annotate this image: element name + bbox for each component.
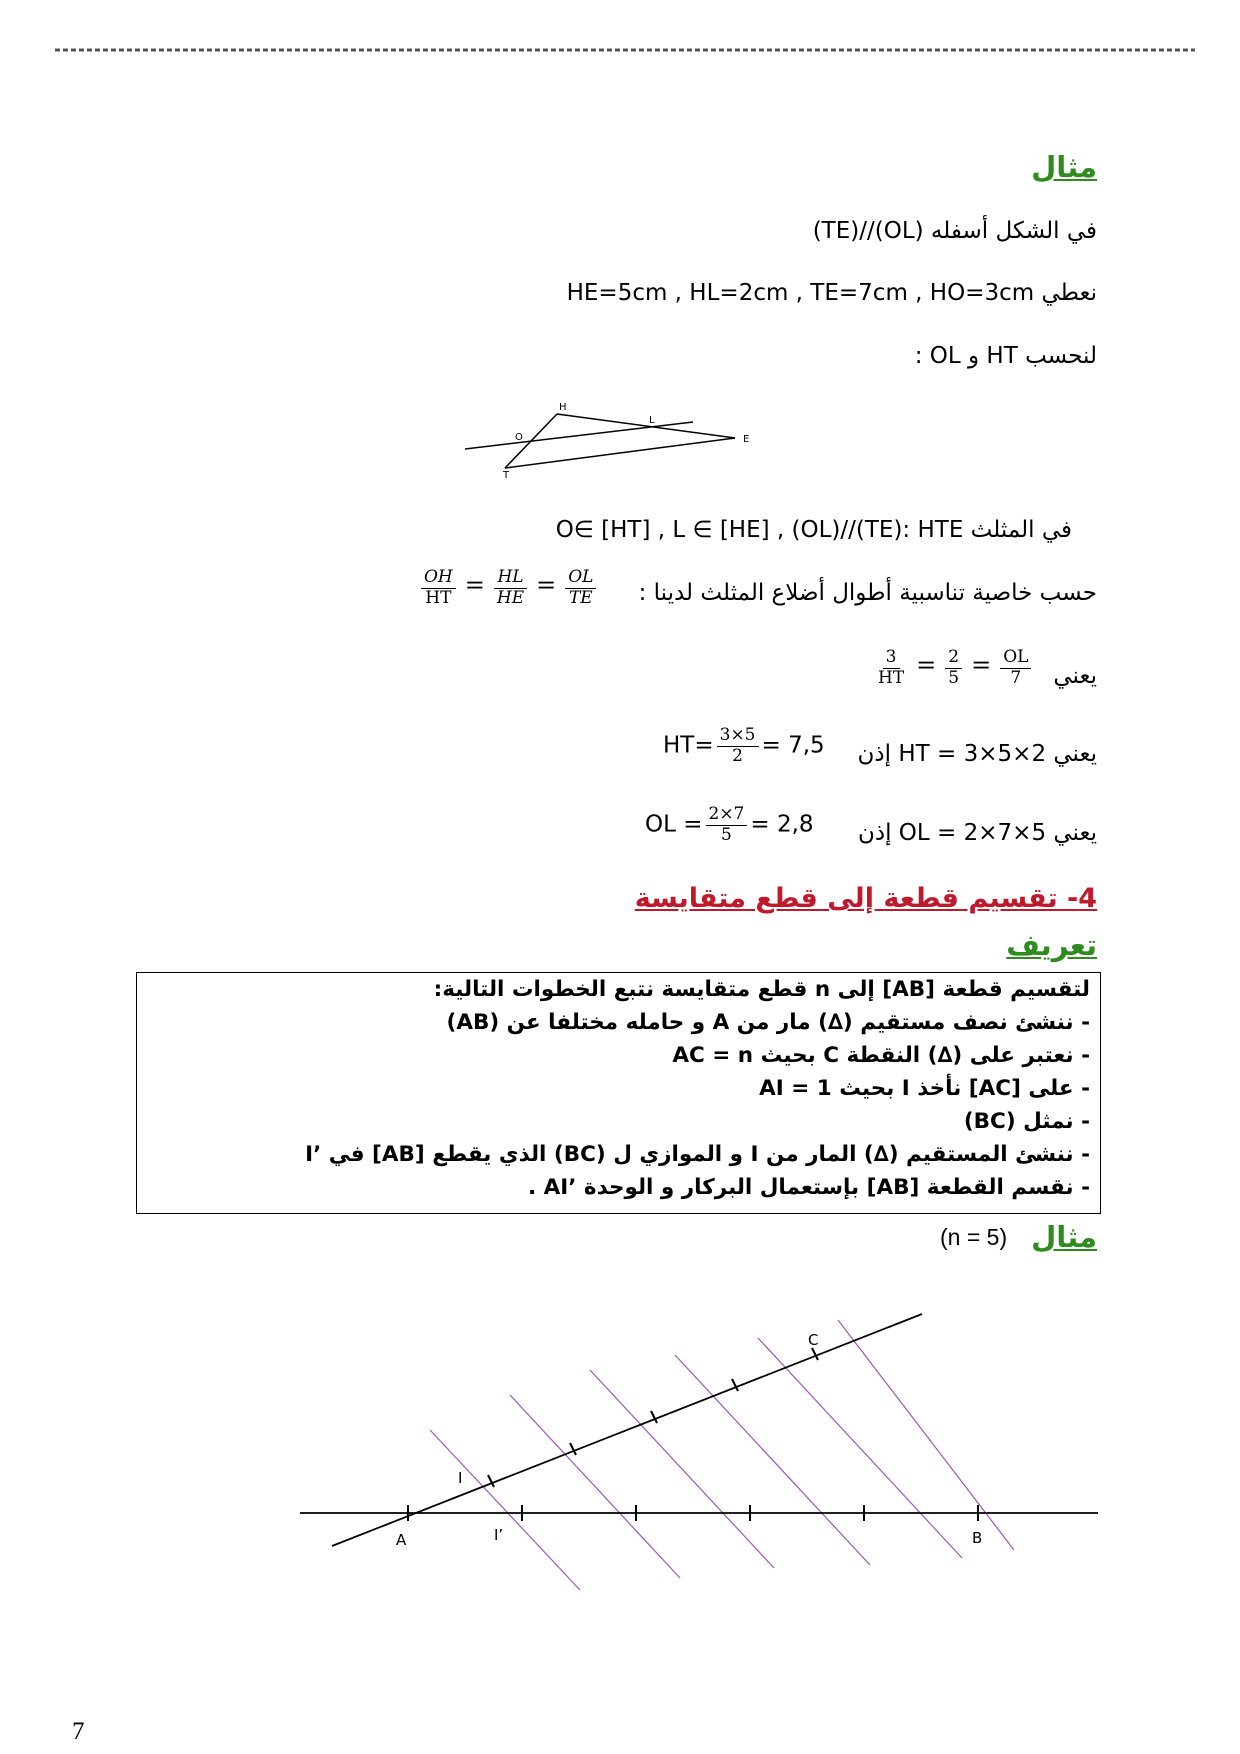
label-i: I <box>458 1469 463 1487</box>
ratio-equation: $\frac{OH}{HT}$ = $\frac{HL}{HE}$ = $\frac{OL}{TE}$ <box>418 568 599 608</box>
definition-line: - نعتبر على (∆) النقطة C بحيث AC = n <box>672 1043 1090 1068</box>
example-line-means: يعني <box>1053 663 1097 689</box>
example-heading: مثال <box>1031 150 1097 184</box>
side-ht <box>505 414 557 468</box>
example-line-hypothesis: في المثلث O∈ [HT] , L ∈ [HE] , (OL)//(TE): HTE <box>555 517 1072 543</box>
section-title: 4- تقسيم قطعة إلى قطع متقايسة <box>634 883 1097 914</box>
label-t: T <box>503 470 510 478</box>
n-value-note: (n = 5) <box>940 1224 1008 1250</box>
label-o: O <box>515 432 523 443</box>
definition-line: - ننشئ نصف مستقيم (∆) مار من A و حامله مختلفا عن (AB) <box>446 1010 1090 1035</box>
definition-line: - ننشئ المستقيم (∆) المار من I و الموازي ل (BC) الذي يقطع [AB] في ’I <box>305 1142 1090 1167</box>
definition-line: - نمثل (BC) <box>963 1109 1090 1134</box>
top-dashed-border <box>55 44 1195 56</box>
example-line-proportion-text: حسب خاصية تناسبية أطوال أضلاع المثلث لدينا : <box>638 580 1097 606</box>
page-number: 7 <box>72 1718 85 1745</box>
label-h: H <box>559 402 567 413</box>
ratio-values-equation: $\frac{3}{HT}$ = $\frac{2}{5}$ = $\frac{OL}{7}$ <box>872 648 1034 688</box>
label-c: C <box>808 1331 819 1349</box>
label-i-prime: I’ <box>494 1526 504 1544</box>
example-line-given-parallel: في الشكل أسفله (OL)//(TE) <box>812 218 1097 244</box>
segment-division-figure <box>290 1300 1110 1590</box>
ol-computation-formula: OL = $\frac{2\times 7}{5}$ = 2,8 <box>645 804 814 845</box>
definition-box <box>136 972 1101 1214</box>
definition-line: لتقسيم قطعة [AB] إلى n قطع متقايسة نتبع الخطوات التالية: <box>433 977 1090 1002</box>
label-b: B <box>972 1529 983 1547</box>
definition-heading: تعريف <box>1006 928 1097 962</box>
example-line-goal: لنحسب HT و OL : <box>914 343 1097 369</box>
ht-computation-formula: HT= $\frac{3\times 5}{2}$ = 7,5 <box>663 725 825 766</box>
label-l: L <box>649 415 655 426</box>
ol-computation-text: يعني 5×OL = 2×7 إذن <box>857 820 1097 846</box>
triangle-figure <box>465 398 765 478</box>
example2-heading: مثال <box>1031 1220 1097 1254</box>
side-te <box>505 438 735 468</box>
ht-computation-text: يعني 2×HT = 3×5 إذن <box>857 741 1097 767</box>
parallel-lines <box>430 1320 1014 1590</box>
label-e: E <box>743 434 750 445</box>
label-a: A <box>396 1531 407 1549</box>
line-ol <box>465 422 693 449</box>
definition-line: - على [AC] نأخذ I بحيث AI = 1 <box>759 1076 1090 1101</box>
definition-line: - نقسم القطعة [AB] بإستعمال البركار و الوحدة ’AI . <box>527 1175 1090 1200</box>
example-line-given-lengths: نعطي HE=5cm , HL=2cm , TE=7cm , HO=3cm <box>566 280 1097 306</box>
half-line-ac <box>332 1314 922 1546</box>
